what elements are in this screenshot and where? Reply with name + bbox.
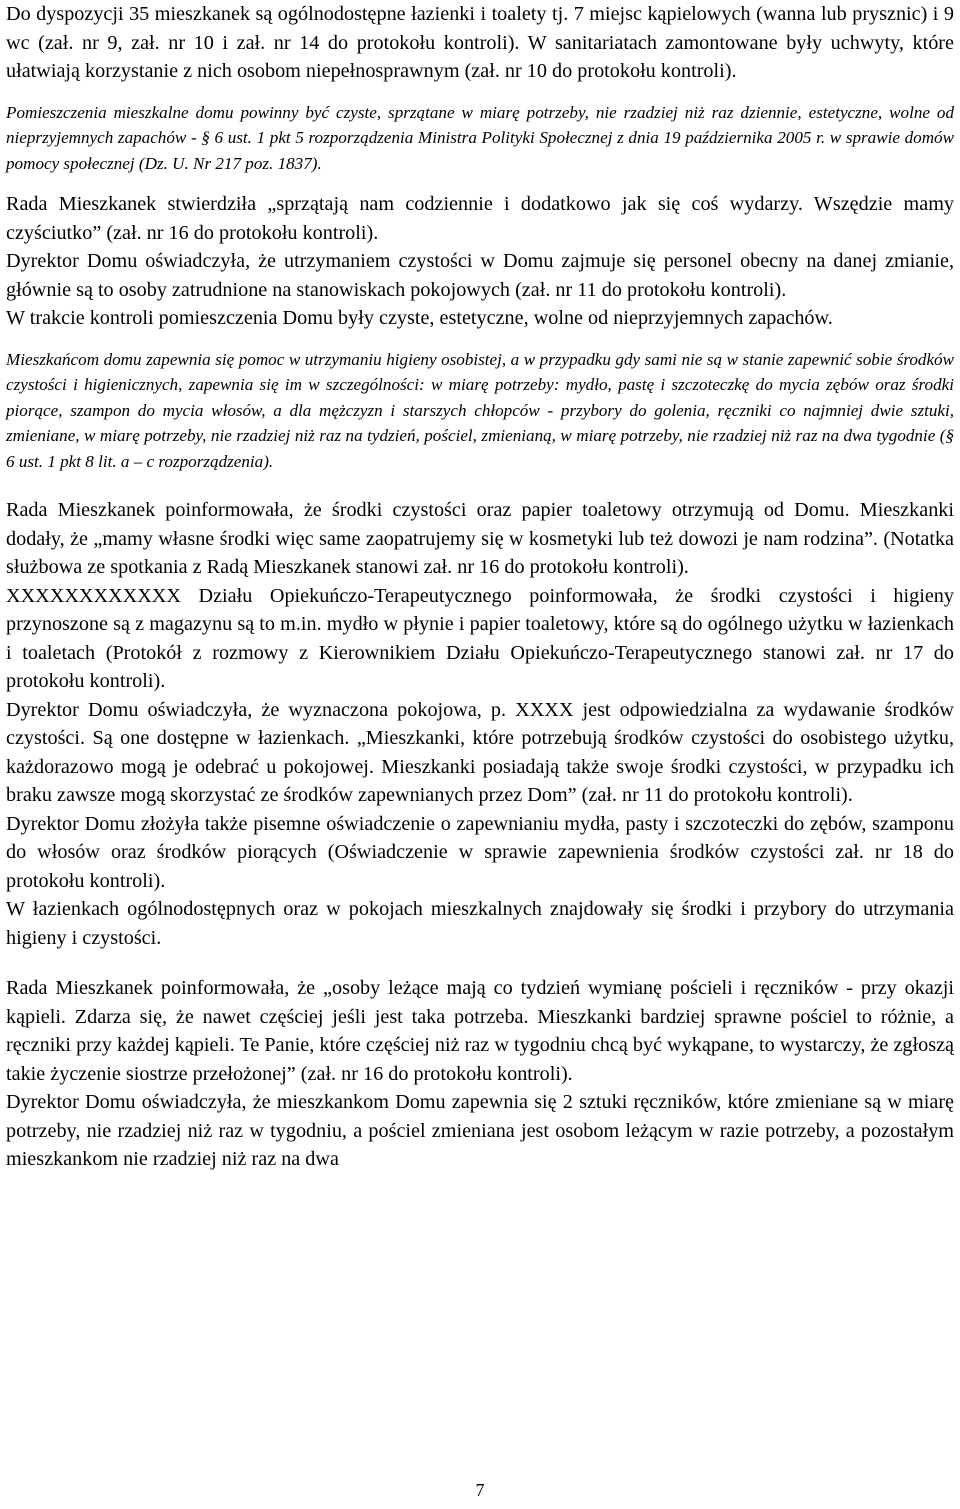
paragraph-inspection-clean: W trakcie kontroli pomieszczenia Domu były czyste, estetyczne, wolne od nieprzyjemnych zapachów. <box>6 307 833 329</box>
paragraph-director-towels: Dyrektor Domu oświadczyła, że mieszkankom Domu zapewnia się 2 sztuki ręczników, które zmieniane są w miarę potrzeby, nie rzadziej niż raz w tygodniu, a pościel zmieniana jest osobom leżącym w razie potrzeby, a pozostałym mieszkankom nie rzadziej niż raz na dwa <box>6 1091 954 1170</box>
paragraph-bathrooms: Do dyspozycji 35 mieszkanek są ogólnodostępne łazienki i toalety tj. 7 miejsc kąpielowych (wanna lub prysznic) i 9 wc (zał. nr 9, zał. nr 10 i zał. nr 14 do protokołu kontroli). W sanitariatach zamontowane były uchwyty, które ułatwiają korzystanie z nich osobom niepełnosprawnym (zał. nr 10 do protokołu kontroli). <box>6 3 954 82</box>
paragraph-regulation-cleanliness: Pomieszczenia mieszkalne domu powinny być czyste, sprzątane w miarę potrzeby, nie rzadziej niż raz dziennie, estetyczne, wolne od nieprzyjemnych zapachów - § 6 ust. 1 pkt 5 rozporządzenia Ministra Polityki Społecznej z dnia 19 października 2005 r. w sprawie domów pomocy społecznej (Dz. U. Nr 217 poz. 1837). <box>6 102 954 173</box>
page-number: 7 <box>475 1480 485 1500</box>
paragraph-regulation-hygiene: Mieszkańcom domu zapewnia się pomoc w utrzymaniu higieny osobistej, a w przypadku gdy sami nie są w stanie zapewnić sobie środków czystości i higienicznych, zapewnia się im w szczególności: w miarę potrzeby: mydło, pastę i szczoteczkę do mycia zębów oraz środki piorące, szampon do mycia włosów, a dla mężczyzn i starszych chłopców - przybory do golenia, ręczniki co najmniej dwie sztuki, zmieniane, w miarę potrzeby, nie rzadziej niż raz na tydzień, pościel, zmienianą, w miarę potrzeby, nie rzadziej niż raz na dwa tygodnie (§ 6 ust. 1 pkt 8 lit. a – c rozporządzenia). <box>6 349 954 471</box>
paragraph-director-housekeeper: Dyrektor Domu oświadczyła, że wyznaczona pokojowa, p. XXXX jest odpowiedzialna za wydawanie środków czystości. Są one dostępne w łazienkach. „Mieszkanki, które potrzebują środków czystości do osobistego użytku, każdorazowo mogą je odebrać u pokojowej. Mieszkanki posiadają także swoje środki czystości, w przypadku ich braku zawsze mogą skorzystać ze środków zapewnianych przez Dom” (zał. nr 11 do protokołu kontroli). <box>6 698 954 806</box>
paragraph-bathrooms-supplies: W łazienkach ogólnodostępnych oraz w pokojach mieszkalnych znajdowały się środki i przybory do utrzymania higieny i czystości. <box>6 898 954 949</box>
paragraph-council-cleaning: Rada Mieszkanek stwierdziła „sprzątają nam codziennie i dodatkowo jak się coś wydarzy. Wszędzie mamy czyściutko” (zał. nr 16 do protokołu kontroli). <box>6 193 954 244</box>
paragraph-council-supplies: Rada Mieszkanek poinformowała, że środki czystości oraz papier toaletowy otrzymują od Domu. Mieszkanki dodały, że „mamy własne środki więc same zaopatrujemy się w kosmetyki lub też dowozi je nam rodzina”. (Notatka służbowa ze spotkania z Radą Mieszkanek stanowi zał. nr 16 do protokołu kontroli). <box>6 499 954 578</box>
paragraph-council-bedding: Rada Mieszkanek poinformowała, że „osoby leżące mają co tydzień wymianę pościeli i ręczników - przy okazji kąpieli. Zdarza się, że nawet częściej jeśli jest taka potrzeba. Mieszkanki bardziej sprawne pościel to różnie, a ręczniki przy każdej kąpieli. Te Panie, które częściej niż raz w tygodniu chcą być wykąpane, to wystarczy, że zgłoszą takie życzenie siostrze przełożonej” (zał. nr 16 do protokołu kontroli). <box>6 977 954 1085</box>
paragraph-director-statement: Dyrektor Domu złożyła także pisemne oświadczenie o zapewnianiu mydła, pasty i szczoteczki do zębów, szamponu do włosów oraz środków piorących (Oświadczenie w sprawie zapewnienia środków czystości zał. nr 18 do protokołu kontroli). <box>6 812 954 892</box>
paragraph-department-supplies: XXXXXXXXXXXX Działu Opiekuńczo-Terapeutycznego poinformowała, że środki czystości i higieny przynoszone są z magazynu są to m.in. mydło w płynie i papier toaletowy, które są do ogólnego użytku w łazienkach i toaletach (Protokół z rozmowy z Kierownikiem Działu Opiekuńczo-Terapeutycznego stanowi zał. nr 17 do protokołu kontroli). <box>6 584 954 692</box>
paragraph-director-cleaning: Dyrektor Domu oświadczyła, że utrzymaniem czystości w Domu zajmuje się personel obecny na danej zmianie, głównie są to osoby zatrudnione na stanowiskach pokojowych (zał. nr 11 do protokołu kontroli). <box>6 250 954 301</box>
document-page <box>6 0 954 1174</box>
